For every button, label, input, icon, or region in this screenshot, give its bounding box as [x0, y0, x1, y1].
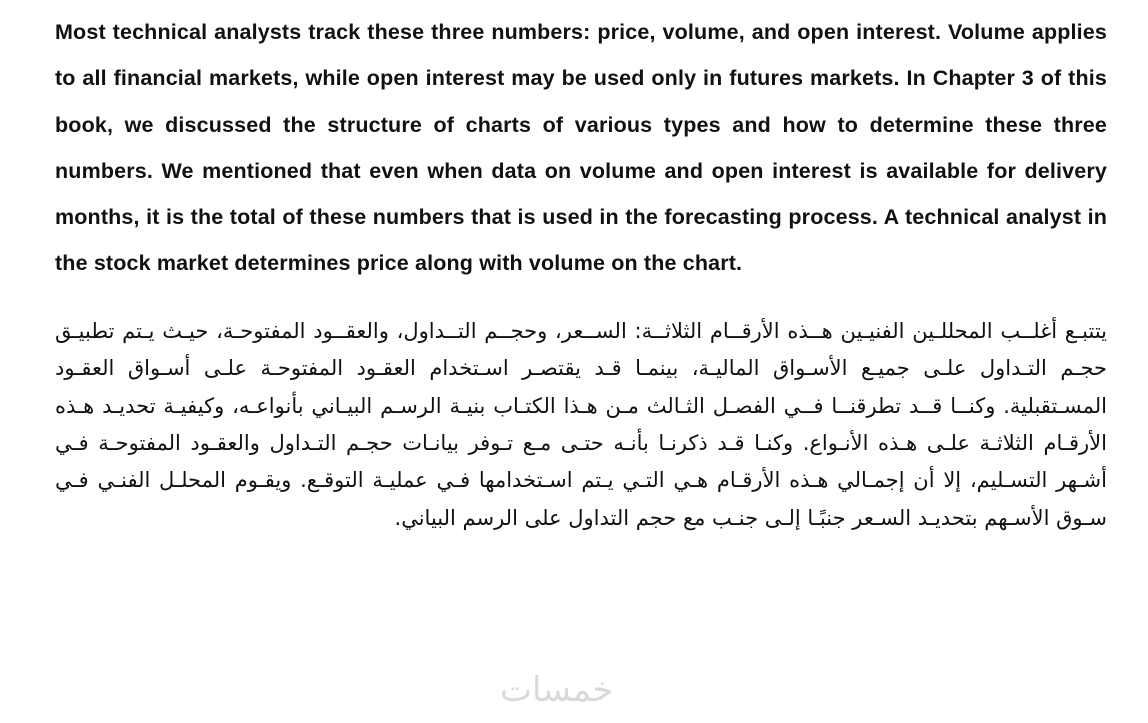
arabic-paragraph: يتتبـع أغلــب المحللـين الفنيـين هــذه الأرقــام الثلاثــة: الســعر، وحجــم التــداول، والعقــود المفتوحـة، حيـث يـتم تطبيـق حجـم التـداول علـى جميـع الأسـواق الماليـة، بينمـا قـد يقتصـر اسـتخدام العقـود المفتوحـة علـى أسـواق العقـود المسـتقبلية. وكنــا قــد تطرقنــا فــي الفصـل الثـالث مـن هـذا الكتـاب بنيـة الرسـم البيـاني بأنواعـه، وكيفيـة تحديـد هـذه الأرقـام الثلاثـة علـى هـذه الأنـواع. وكنـا قـد ذكرنـا بأنـه حتـى مـع تـوفر بيانـات حجـم التـداول والعقـود المفتوحـة فـي أشـهر التسـليم، إلا أن إجمـالي هـذه الأرقـام هـي التـي يـتم اسـتخدامها فـي عمليـة التوقـع. ويقـوم المحلـل الفنـي فـي سـوق الأسـهم بتحديـد السـعر جنبًـا إلـى جنـب مع حجم التداول على الرسم البياني.: [55, 318, 1107, 530]
watermark-logo: خمسات: [500, 670, 614, 710]
english-paragraph: Most technical analysts track these three numbers: price, volume, and open interest. Volume applies to all financial markets, while open interest may be used only in futures markets. In Chapter 3 of this book, we discussed the structure of charts of various types and how to determine these three numbers. We mentioned that even when data on volume and open interest is available for delivery months, it is the total of these numbers that is used in the forecasting process. A technical analyst in the stock market determines price along with volume on the chart.: [55, 20, 1107, 276]
